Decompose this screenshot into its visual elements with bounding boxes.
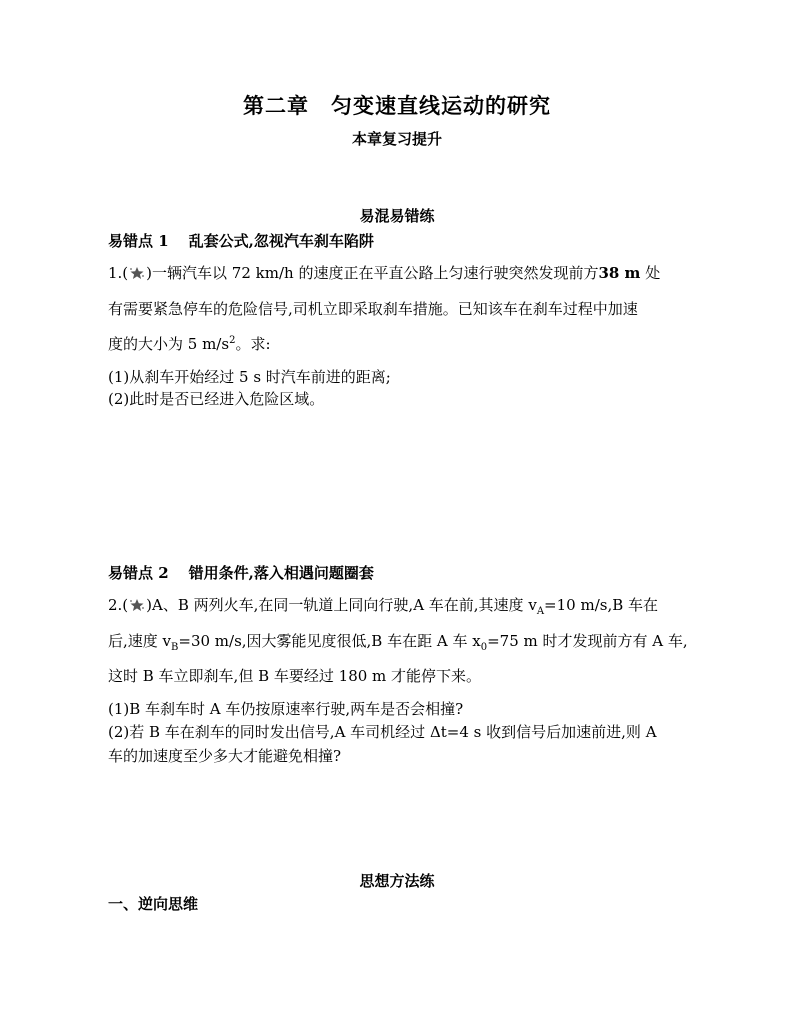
difficulty-star-icon [128, 598, 146, 612]
question-2-sub-2-a: (2)若 B 车在刹车的同时发出信号,A 车司机经过 Δt=4 s 收到信号后加速前进,则 A [108, 723, 657, 741]
method-heading-reverse-thinking: 一、逆向思维 [108, 895, 199, 913]
question-2-paren: ) [146, 596, 153, 614]
question-1-sub-1: (1)从刹车开始经过 5 s 时汽车前进的距离; [108, 368, 391, 386]
question-2-text-b: =10 m/s,B 车在 [544, 596, 659, 614]
error-point-1-label: 易错点 1 [108, 232, 169, 250]
question-1-number: 1.( [108, 264, 129, 282]
question-2-l2-b: =30 m/s,因大雾能见度很低,B 车在距 A 车 x [178, 632, 481, 650]
section-title-methods: 思想方法练 [359, 872, 435, 890]
difficulty-star-icon [128, 266, 146, 280]
question-2-line-3: 这时 B 车立即刹车,但 B 车要经过 180 m 才能停下来。 [108, 667, 482, 685]
question-2-sub-a: A [536, 606, 545, 617]
question-1-text-c: 处 [640, 264, 661, 282]
error-point-1-heading [108, 230, 374, 251]
question-2-l2-c: =75 m 时才发现前方有 A 车, [487, 632, 688, 650]
question-1-line-3 [108, 333, 271, 354]
question-2-text-a: A、B 两列火车,在同一轨道上同向行驶,A 车在前,其速度 v [152, 596, 537, 614]
question-2-sub-0: 0 [480, 642, 488, 653]
question-1-distance: 38 m [598, 264, 641, 282]
question-1-accel: 度的大小为 5 m/s [108, 335, 230, 353]
question-1-line-2: 有需要紧急停车的危险信号,司机立即采取刹车措施。已知该车在刹车过程中加速 [108, 300, 638, 318]
question-2-l2-a: 后,速度 v [108, 632, 172, 650]
question-2-line-2 [108, 630, 688, 653]
question-2-sub-2-b: 车的加速度至少多大才能避免相撞? [108, 747, 342, 765]
error-point-1-text: 乱套公式,忽视汽车刹车陷阱 [188, 232, 374, 250]
error-point-2-text: 错用条件,落入相遇问题圈套 [188, 564, 374, 582]
question-2-line-1 [108, 594, 658, 617]
question-1-sub-2: (2)此时是否已经进入危险区域。 [108, 390, 325, 408]
error-point-2-heading [108, 562, 374, 583]
question-2-number: 2.( [108, 596, 129, 614]
question-2-sub-1: (1)B 车刹车时 A 车仍按原速率行驶,两车是否会相撞? [108, 700, 464, 718]
question-1-ask: 。求: [235, 335, 271, 353]
question-1-accel-exp: 2 [229, 335, 236, 346]
section-title-mistakes: 易混易错练 [359, 207, 435, 225]
question-1-text-a: 一辆汽车以 72 km/h 的速度正在平直公路上匀速行驶突然发现前方 [152, 264, 599, 282]
chapter-subtitle: 本章复习提升 [351, 130, 442, 148]
question-2-sub-b: B [171, 642, 179, 653]
question-1-paren: ) [146, 264, 153, 282]
chapter-title: 第二章 匀变速直线运动的研究 [243, 93, 551, 118]
question-1-line-1 [108, 262, 660, 283]
error-point-2-label: 易错点 2 [108, 564, 169, 582]
